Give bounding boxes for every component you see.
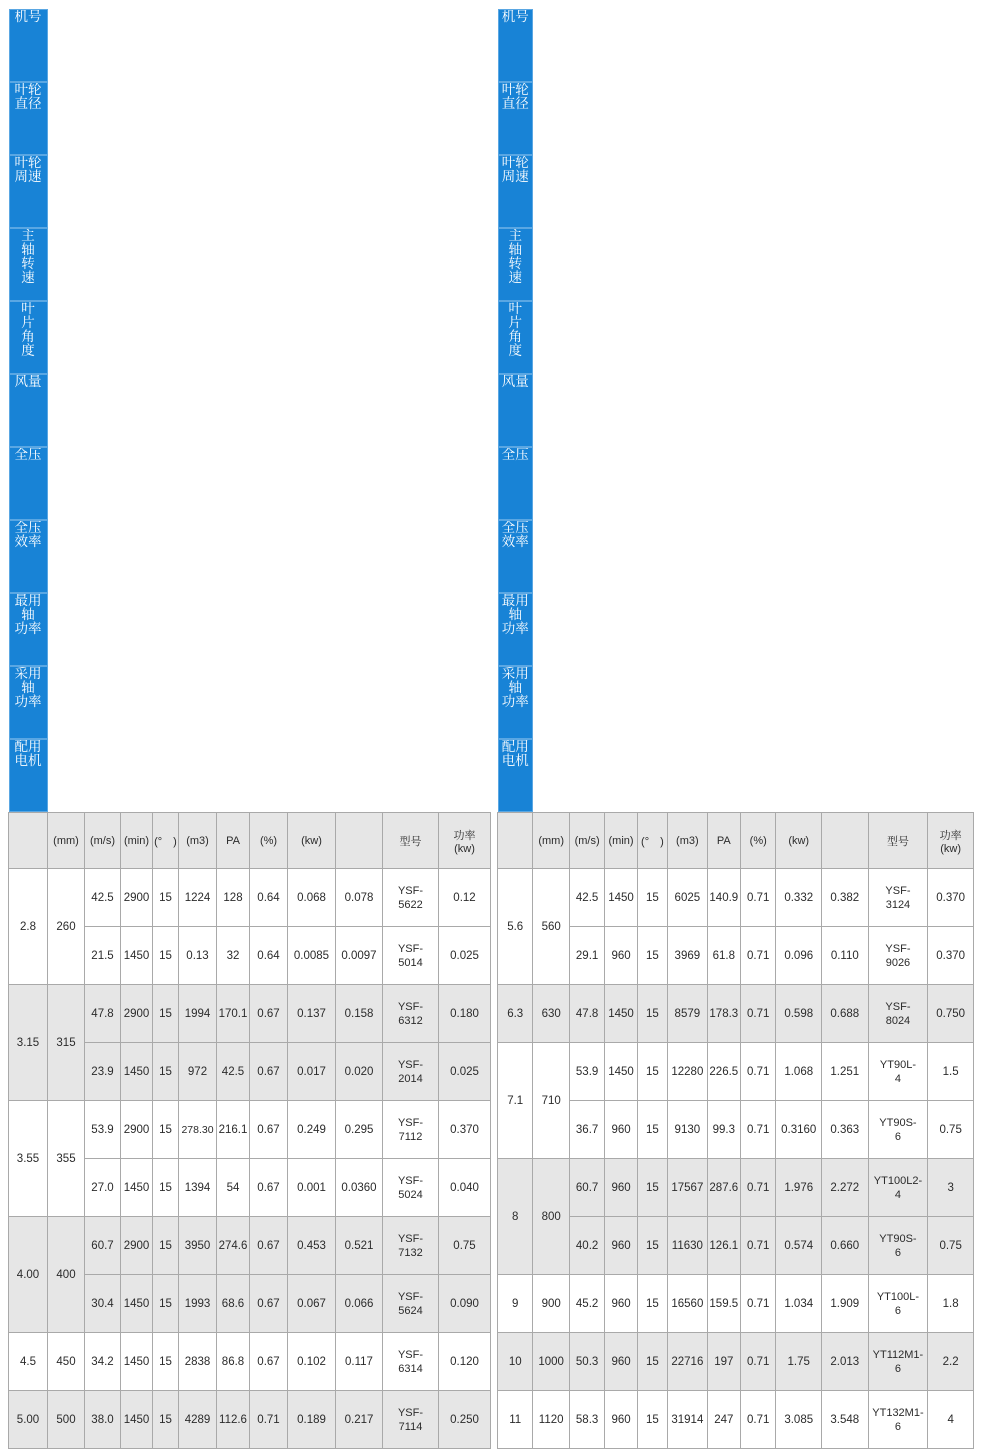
data-cell: 0.64 bbox=[250, 869, 288, 927]
data-cell: 226.5 bbox=[707, 1043, 740, 1101]
table-row bbox=[498, 1391, 974, 1449]
data-cell: 274.6 bbox=[217, 1217, 250, 1275]
data-cell: 140.9 bbox=[707, 869, 740, 927]
data-cell: 1450 bbox=[121, 1391, 153, 1449]
data-cell: 34.2 bbox=[85, 1333, 121, 1391]
data-cell: 0.71 bbox=[741, 1217, 776, 1275]
impeller-diameter-cell: 710 bbox=[533, 1043, 569, 1159]
data-cell: 0.12 bbox=[439, 869, 491, 927]
data-cell: 38.0 bbox=[85, 1391, 121, 1449]
data-cell: 0.090 bbox=[439, 1275, 491, 1333]
impeller-diameter-cell: 400 bbox=[48, 1217, 85, 1333]
unit-cell: 功率 (kw) bbox=[439, 813, 491, 869]
table-row bbox=[498, 927, 974, 985]
data-cell: 15 bbox=[637, 1159, 667, 1217]
data-cell: 0.71 bbox=[741, 985, 776, 1043]
unit-cell: (kw) bbox=[776, 813, 822, 869]
data-cell: 0.363 bbox=[822, 1101, 869, 1159]
data-cell: 68.6 bbox=[217, 1275, 250, 1333]
data-cell: 0.688 bbox=[822, 985, 869, 1043]
table-row bbox=[9, 1217, 491, 1275]
data-cell: 0.64 bbox=[250, 927, 288, 985]
data-cell: 0.71 bbox=[741, 1275, 776, 1333]
data-cell: 17567 bbox=[668, 1159, 707, 1217]
data-cell: 0.0085 bbox=[288, 927, 336, 985]
data-cell: 23.9 bbox=[85, 1043, 121, 1101]
data-cell: 15 bbox=[637, 1043, 667, 1101]
data-cell: 1450 bbox=[121, 1159, 153, 1217]
data-cell: 0.13 bbox=[179, 927, 217, 985]
data-cell: YT90S- 6 bbox=[868, 1217, 928, 1275]
data-cell: 0.71 bbox=[741, 1391, 776, 1449]
column-header: 全压 效率 bbox=[9, 520, 48, 593]
header-row bbox=[9, 9, 491, 813]
data-cell: 159.5 bbox=[707, 1275, 740, 1333]
data-cell: 0.078 bbox=[336, 869, 383, 927]
data-cell: 15 bbox=[153, 1101, 179, 1159]
column-header: 采用轴 功率 bbox=[9, 666, 48, 739]
data-cell: 0.332 bbox=[776, 869, 822, 927]
data-cell: 60.7 bbox=[569, 1159, 604, 1217]
column-header: 主 轴 转 速 bbox=[498, 228, 533, 301]
data-cell: 1.5 bbox=[928, 1043, 974, 1101]
data-cell: 1.8 bbox=[928, 1275, 974, 1333]
table-row bbox=[9, 1101, 491, 1159]
data-cell: 40.2 bbox=[569, 1217, 604, 1275]
data-cell: 178.3 bbox=[707, 985, 740, 1043]
data-cell: 1450 bbox=[605, 869, 637, 927]
data-cell: 42.5 bbox=[85, 869, 121, 927]
data-cell: YSF- 6312 bbox=[383, 985, 439, 1043]
column-header: 叶轮 周速 bbox=[9, 155, 48, 228]
data-cell: 0.025 bbox=[439, 1043, 491, 1101]
data-cell: 1224 bbox=[179, 869, 217, 927]
data-cell: 42.5 bbox=[569, 869, 604, 927]
data-cell: 216.1 bbox=[217, 1101, 250, 1159]
data-cell: YT100L- 6 bbox=[868, 1275, 928, 1333]
table-row bbox=[498, 1275, 974, 1333]
data-cell: 1.251 bbox=[822, 1043, 869, 1101]
column-header: 机号 bbox=[498, 9, 533, 82]
data-cell: 53.9 bbox=[85, 1101, 121, 1159]
data-cell: 126.1 bbox=[707, 1217, 740, 1275]
table-row bbox=[9, 869, 491, 927]
data-cell: 45.2 bbox=[569, 1275, 604, 1333]
data-cell: YSF- 2014 bbox=[383, 1043, 439, 1101]
unit-cell: PA bbox=[707, 813, 740, 869]
data-cell: 15 bbox=[153, 1333, 179, 1391]
data-cell: 15 bbox=[153, 1217, 179, 1275]
header-row bbox=[498, 9, 974, 813]
impeller-diameter-cell: 450 bbox=[48, 1333, 85, 1391]
data-cell: 0.117 bbox=[336, 1333, 383, 1391]
data-cell: 0.189 bbox=[288, 1391, 336, 1449]
data-cell: 0.158 bbox=[336, 985, 383, 1043]
data-cell: 0.67 bbox=[250, 1043, 288, 1101]
unit-cell bbox=[822, 813, 869, 869]
column-header: 机号 bbox=[9, 9, 48, 82]
data-cell: 0.137 bbox=[288, 985, 336, 1043]
data-cell: 47.8 bbox=[85, 985, 121, 1043]
data-cell: 30.4 bbox=[85, 1275, 121, 1333]
unit-cell: (mm) bbox=[48, 813, 85, 869]
table-row bbox=[498, 869, 974, 927]
data-cell: 0.295 bbox=[336, 1101, 383, 1159]
data-cell: 15 bbox=[153, 985, 179, 1043]
data-cell: 0.453 bbox=[288, 1217, 336, 1275]
data-cell: 15 bbox=[637, 927, 667, 985]
data-cell: 29.1 bbox=[569, 927, 604, 985]
data-cell: 0.017 bbox=[288, 1043, 336, 1101]
data-cell: YSF- 5624 bbox=[383, 1275, 439, 1333]
data-cell: 960 bbox=[605, 1333, 637, 1391]
data-cell: 0.598 bbox=[776, 985, 822, 1043]
data-cell: 0.71 bbox=[250, 1391, 288, 1449]
data-cell: 0.75 bbox=[928, 1101, 974, 1159]
unit-cell: PA bbox=[217, 813, 250, 869]
data-cell: 1993 bbox=[179, 1275, 217, 1333]
data-cell: 0.574 bbox=[776, 1217, 822, 1275]
machine-no-cell: 9 bbox=[498, 1275, 533, 1333]
column-header: 采用 轴 功率 bbox=[498, 666, 533, 739]
machine-no-cell: 4.00 bbox=[9, 1217, 48, 1333]
data-cell: 0.0360 bbox=[336, 1159, 383, 1217]
data-cell: 6025 bbox=[668, 869, 707, 927]
table-row bbox=[9, 1391, 491, 1449]
impeller-diameter-cell: 260 bbox=[48, 869, 85, 985]
machine-no-cell: 8 bbox=[498, 1159, 533, 1275]
impeller-diameter-cell: 560 bbox=[533, 869, 569, 985]
data-cell: YSF- 7132 bbox=[383, 1217, 439, 1275]
data-cell: 2.013 bbox=[822, 1333, 869, 1391]
column-header: 风量 bbox=[9, 374, 48, 447]
data-cell: 1.976 bbox=[776, 1159, 822, 1217]
data-cell: 32 bbox=[217, 927, 250, 985]
data-cell: 42.5 bbox=[217, 1043, 250, 1101]
table-row bbox=[498, 985, 974, 1043]
data-cell: 0.3160 bbox=[776, 1101, 822, 1159]
data-cell: 2.2 bbox=[928, 1333, 974, 1391]
data-cell: 15 bbox=[153, 1159, 179, 1217]
unit-cell: 型号 bbox=[868, 813, 928, 869]
data-cell: 0.67 bbox=[250, 1217, 288, 1275]
data-cell: 0.217 bbox=[336, 1391, 383, 1449]
data-cell: 50.3 bbox=[569, 1333, 604, 1391]
machine-no-cell: 6.3 bbox=[498, 985, 533, 1043]
unit-cell: (m3) bbox=[179, 813, 217, 869]
data-cell: 960 bbox=[605, 1159, 637, 1217]
data-cell: 1394 bbox=[179, 1159, 217, 1217]
machine-no-cell: 5.00 bbox=[9, 1391, 48, 1449]
data-cell: 1450 bbox=[605, 1043, 637, 1101]
unit-cell bbox=[336, 813, 383, 869]
data-cell: 0.020 bbox=[336, 1043, 383, 1101]
data-cell: 15 bbox=[637, 1217, 667, 1275]
column-header: 全压 bbox=[498, 447, 533, 520]
data-cell: YT112M1- 6 bbox=[868, 1333, 928, 1391]
column-header: 最用 轴 功率 bbox=[498, 593, 533, 666]
impeller-diameter-cell: 1000 bbox=[533, 1333, 569, 1391]
machine-no-cell: 3.15 bbox=[9, 985, 48, 1101]
data-cell: 12280 bbox=[668, 1043, 707, 1101]
data-cell: 0.370 bbox=[928, 927, 974, 985]
data-cell: YT90S- 6 bbox=[868, 1101, 928, 1159]
column-header: 叶 片 角 度 bbox=[9, 301, 48, 374]
data-cell: 972 bbox=[179, 1043, 217, 1101]
data-cell: 960 bbox=[605, 927, 637, 985]
data-cell: 0.71 bbox=[741, 927, 776, 985]
column-header: 全压 bbox=[9, 447, 48, 520]
data-cell: 54 bbox=[217, 1159, 250, 1217]
data-cell: 0.250 bbox=[439, 1391, 491, 1449]
data-cell: 0.75 bbox=[928, 1217, 974, 1275]
units-row bbox=[498, 813, 974, 869]
data-cell: 1450 bbox=[605, 985, 637, 1043]
data-cell: 15 bbox=[637, 985, 667, 1043]
data-cell: YT100L2- 4 bbox=[868, 1159, 928, 1217]
data-cell: 15 bbox=[153, 1043, 179, 1101]
column-header: 配用电机 bbox=[498, 739, 533, 812]
data-cell: 2900 bbox=[121, 1217, 153, 1275]
data-cell: 2900 bbox=[121, 985, 153, 1043]
data-cell: 86.8 bbox=[217, 1333, 250, 1391]
data-cell: 0.75 bbox=[439, 1217, 491, 1275]
data-cell: 8579 bbox=[668, 985, 707, 1043]
data-cell: 0.066 bbox=[336, 1275, 383, 1333]
data-cell: 22716 bbox=[668, 1333, 707, 1391]
data-cell: 0.71 bbox=[741, 1101, 776, 1159]
data-cell: YSF- 8024 bbox=[868, 985, 928, 1043]
data-cell: 1.068 bbox=[776, 1043, 822, 1101]
data-cell: 21.5 bbox=[85, 927, 121, 985]
column-header: 全压 效率 bbox=[498, 520, 533, 593]
impeller-diameter-cell: 500 bbox=[48, 1391, 85, 1449]
table-row bbox=[498, 1333, 974, 1391]
unit-cell: (m/s) bbox=[85, 813, 121, 869]
data-cell: 15 bbox=[637, 1101, 667, 1159]
unit-cell: (m/s) bbox=[569, 813, 604, 869]
data-cell: 128 bbox=[217, 869, 250, 927]
data-cell: YSF- 5014 bbox=[383, 927, 439, 985]
fan-spec-table-left bbox=[8, 9, 491, 1449]
data-cell: 247 bbox=[707, 1391, 740, 1449]
data-cell: 960 bbox=[605, 1391, 637, 1449]
data-cell: 0.001 bbox=[288, 1159, 336, 1217]
data-cell: 31914 bbox=[668, 1391, 707, 1449]
data-cell: 4 bbox=[928, 1391, 974, 1449]
data-cell: 60.7 bbox=[85, 1217, 121, 1275]
data-cell: 0.71 bbox=[741, 1043, 776, 1101]
data-cell: 960 bbox=[605, 1275, 637, 1333]
data-cell: 0.096 bbox=[776, 927, 822, 985]
unit-cell: (%) bbox=[741, 813, 776, 869]
data-cell: 112.6 bbox=[217, 1391, 250, 1449]
data-cell: 15 bbox=[637, 1275, 667, 1333]
data-cell: 170.1 bbox=[217, 985, 250, 1043]
data-cell: 3 bbox=[928, 1159, 974, 1217]
data-cell: 1.75 bbox=[776, 1333, 822, 1391]
column-header: 主 轴 转 速 bbox=[9, 228, 48, 301]
table-row bbox=[9, 985, 491, 1043]
data-cell: 960 bbox=[605, 1101, 637, 1159]
data-cell: 15 bbox=[637, 1391, 667, 1449]
data-cell: 0.370 bbox=[928, 869, 974, 927]
unit-cell: (%) bbox=[250, 813, 288, 869]
data-cell: 0.67 bbox=[250, 985, 288, 1043]
data-cell: 2900 bbox=[121, 869, 153, 927]
unit-cell: (min) bbox=[121, 813, 153, 869]
data-cell: 0.67 bbox=[250, 1275, 288, 1333]
data-cell: 15 bbox=[637, 869, 667, 927]
data-cell: 9130 bbox=[668, 1101, 707, 1159]
data-cell: 3950 bbox=[179, 1217, 217, 1275]
data-cell: 0.67 bbox=[250, 1101, 288, 1159]
fan-spec-table-right bbox=[497, 9, 974, 1449]
data-cell: YSF- 5024 bbox=[383, 1159, 439, 1217]
data-cell: 53.9 bbox=[569, 1043, 604, 1101]
data-cell: 1450 bbox=[121, 1275, 153, 1333]
column-header: 最用轴 功率 bbox=[9, 593, 48, 666]
machine-no-cell: 5.6 bbox=[498, 869, 533, 985]
data-cell: 61.8 bbox=[707, 927, 740, 985]
data-cell: 15 bbox=[153, 1391, 179, 1449]
impeller-diameter-cell: 630 bbox=[533, 985, 569, 1043]
data-cell: 0.71 bbox=[741, 1333, 776, 1391]
unit-cell bbox=[498, 813, 533, 869]
machine-no-cell: 2.8 bbox=[9, 869, 48, 985]
data-cell: 278.30 bbox=[179, 1101, 217, 1159]
data-cell: YSF- 5622 bbox=[383, 869, 439, 927]
data-cell: 15 bbox=[153, 927, 179, 985]
data-cell: 0.180 bbox=[439, 985, 491, 1043]
data-cell: 2900 bbox=[121, 1101, 153, 1159]
data-cell: 15 bbox=[153, 1275, 179, 1333]
data-cell: 3.548 bbox=[822, 1391, 869, 1449]
impeller-diameter-cell: 1120 bbox=[533, 1391, 569, 1449]
data-cell: 0.249 bbox=[288, 1101, 336, 1159]
data-cell: 3.085 bbox=[776, 1391, 822, 1449]
table-row bbox=[498, 1101, 974, 1159]
machine-no-cell: 11 bbox=[498, 1391, 533, 1449]
data-cell: YSF- 3124 bbox=[868, 869, 928, 927]
impeller-diameter-cell: 315 bbox=[48, 985, 85, 1101]
data-cell: YSF- 7112 bbox=[383, 1101, 439, 1159]
data-cell: 1450 bbox=[121, 1043, 153, 1101]
machine-no-cell: 10 bbox=[498, 1333, 533, 1391]
data-cell: 99.3 bbox=[707, 1101, 740, 1159]
data-cell: 0.110 bbox=[822, 927, 869, 985]
data-cell: 287.6 bbox=[707, 1159, 740, 1217]
data-cell: 3969 bbox=[668, 927, 707, 985]
data-cell: 197 bbox=[707, 1333, 740, 1391]
data-cell: 36.7 bbox=[569, 1101, 604, 1159]
data-cell: 2.272 bbox=[822, 1159, 869, 1217]
data-cell: 960 bbox=[605, 1217, 637, 1275]
unit-cell: (° ) bbox=[153, 813, 179, 869]
data-cell: 16560 bbox=[668, 1275, 707, 1333]
data-cell: 1450 bbox=[121, 1333, 153, 1391]
data-cell: 58.3 bbox=[569, 1391, 604, 1449]
units-row bbox=[9, 813, 491, 869]
machine-no-cell: 3.55 bbox=[9, 1101, 48, 1217]
table-row bbox=[9, 1333, 491, 1391]
unit-cell: (mm) bbox=[533, 813, 569, 869]
unit-cell: (min) bbox=[605, 813, 637, 869]
column-header: 叶 片 角 度 bbox=[498, 301, 533, 374]
column-header: 风量 bbox=[498, 374, 533, 447]
data-cell: 1994 bbox=[179, 985, 217, 1043]
table-row bbox=[498, 1043, 974, 1101]
data-cell: 47.8 bbox=[569, 985, 604, 1043]
data-cell: 0.660 bbox=[822, 1217, 869, 1275]
data-cell: 27.0 bbox=[85, 1159, 121, 1217]
data-cell: 0.67 bbox=[250, 1333, 288, 1391]
data-cell: YSF- 6314 bbox=[383, 1333, 439, 1391]
data-cell: 0.067 bbox=[288, 1275, 336, 1333]
data-cell: 1450 bbox=[121, 927, 153, 985]
table-row bbox=[498, 1217, 974, 1275]
data-cell: YSF- 7114 bbox=[383, 1391, 439, 1449]
data-cell: 15 bbox=[153, 869, 179, 927]
data-cell: 1.034 bbox=[776, 1275, 822, 1333]
data-cell: 2838 bbox=[179, 1333, 217, 1391]
data-cell: 0.71 bbox=[741, 1159, 776, 1217]
column-header: 叶轮 直径 bbox=[498, 82, 533, 155]
impeller-diameter-cell: 800 bbox=[533, 1159, 569, 1275]
data-cell: 11630 bbox=[668, 1217, 707, 1275]
column-header: 叶轮 周速 bbox=[498, 155, 533, 228]
impeller-diameter-cell: 900 bbox=[533, 1275, 569, 1333]
unit-cell: (kw) bbox=[288, 813, 336, 869]
unit-cell: (m3) bbox=[668, 813, 707, 869]
data-cell: 0.068 bbox=[288, 869, 336, 927]
data-cell: YT132M1- 6 bbox=[868, 1391, 928, 1449]
machine-no-cell: 4.5 bbox=[9, 1333, 48, 1391]
unit-cell bbox=[9, 813, 48, 869]
data-cell: 0.750 bbox=[928, 985, 974, 1043]
data-cell: 4289 bbox=[179, 1391, 217, 1449]
machine-no-cell: 7.1 bbox=[498, 1043, 533, 1159]
data-cell: 0.382 bbox=[822, 869, 869, 927]
impeller-diameter-cell: 355 bbox=[48, 1101, 85, 1217]
unit-cell: (° ) bbox=[637, 813, 667, 869]
data-cell: YSF- 9026 bbox=[868, 927, 928, 985]
data-cell: 0.370 bbox=[439, 1101, 491, 1159]
data-cell: 0.120 bbox=[439, 1333, 491, 1391]
data-cell: 15 bbox=[637, 1333, 667, 1391]
data-cell: 0.67 bbox=[250, 1159, 288, 1217]
column-header: 叶轮 直径 bbox=[9, 82, 48, 155]
data-cell: 0.040 bbox=[439, 1159, 491, 1217]
data-cell: YT90L- 4 bbox=[868, 1043, 928, 1101]
unit-cell: 功率 (kw) bbox=[928, 813, 974, 869]
column-header: 配用电机 bbox=[9, 739, 48, 812]
data-cell: 0.0097 bbox=[336, 927, 383, 985]
table-row bbox=[498, 1159, 974, 1217]
data-cell: 0.102 bbox=[288, 1333, 336, 1391]
data-cell: 0.025 bbox=[439, 927, 491, 985]
unit-cell: 型号 bbox=[383, 813, 439, 869]
data-cell: 0.521 bbox=[336, 1217, 383, 1275]
data-cell: 0.71 bbox=[741, 869, 776, 927]
data-cell: 1.909 bbox=[822, 1275, 869, 1333]
